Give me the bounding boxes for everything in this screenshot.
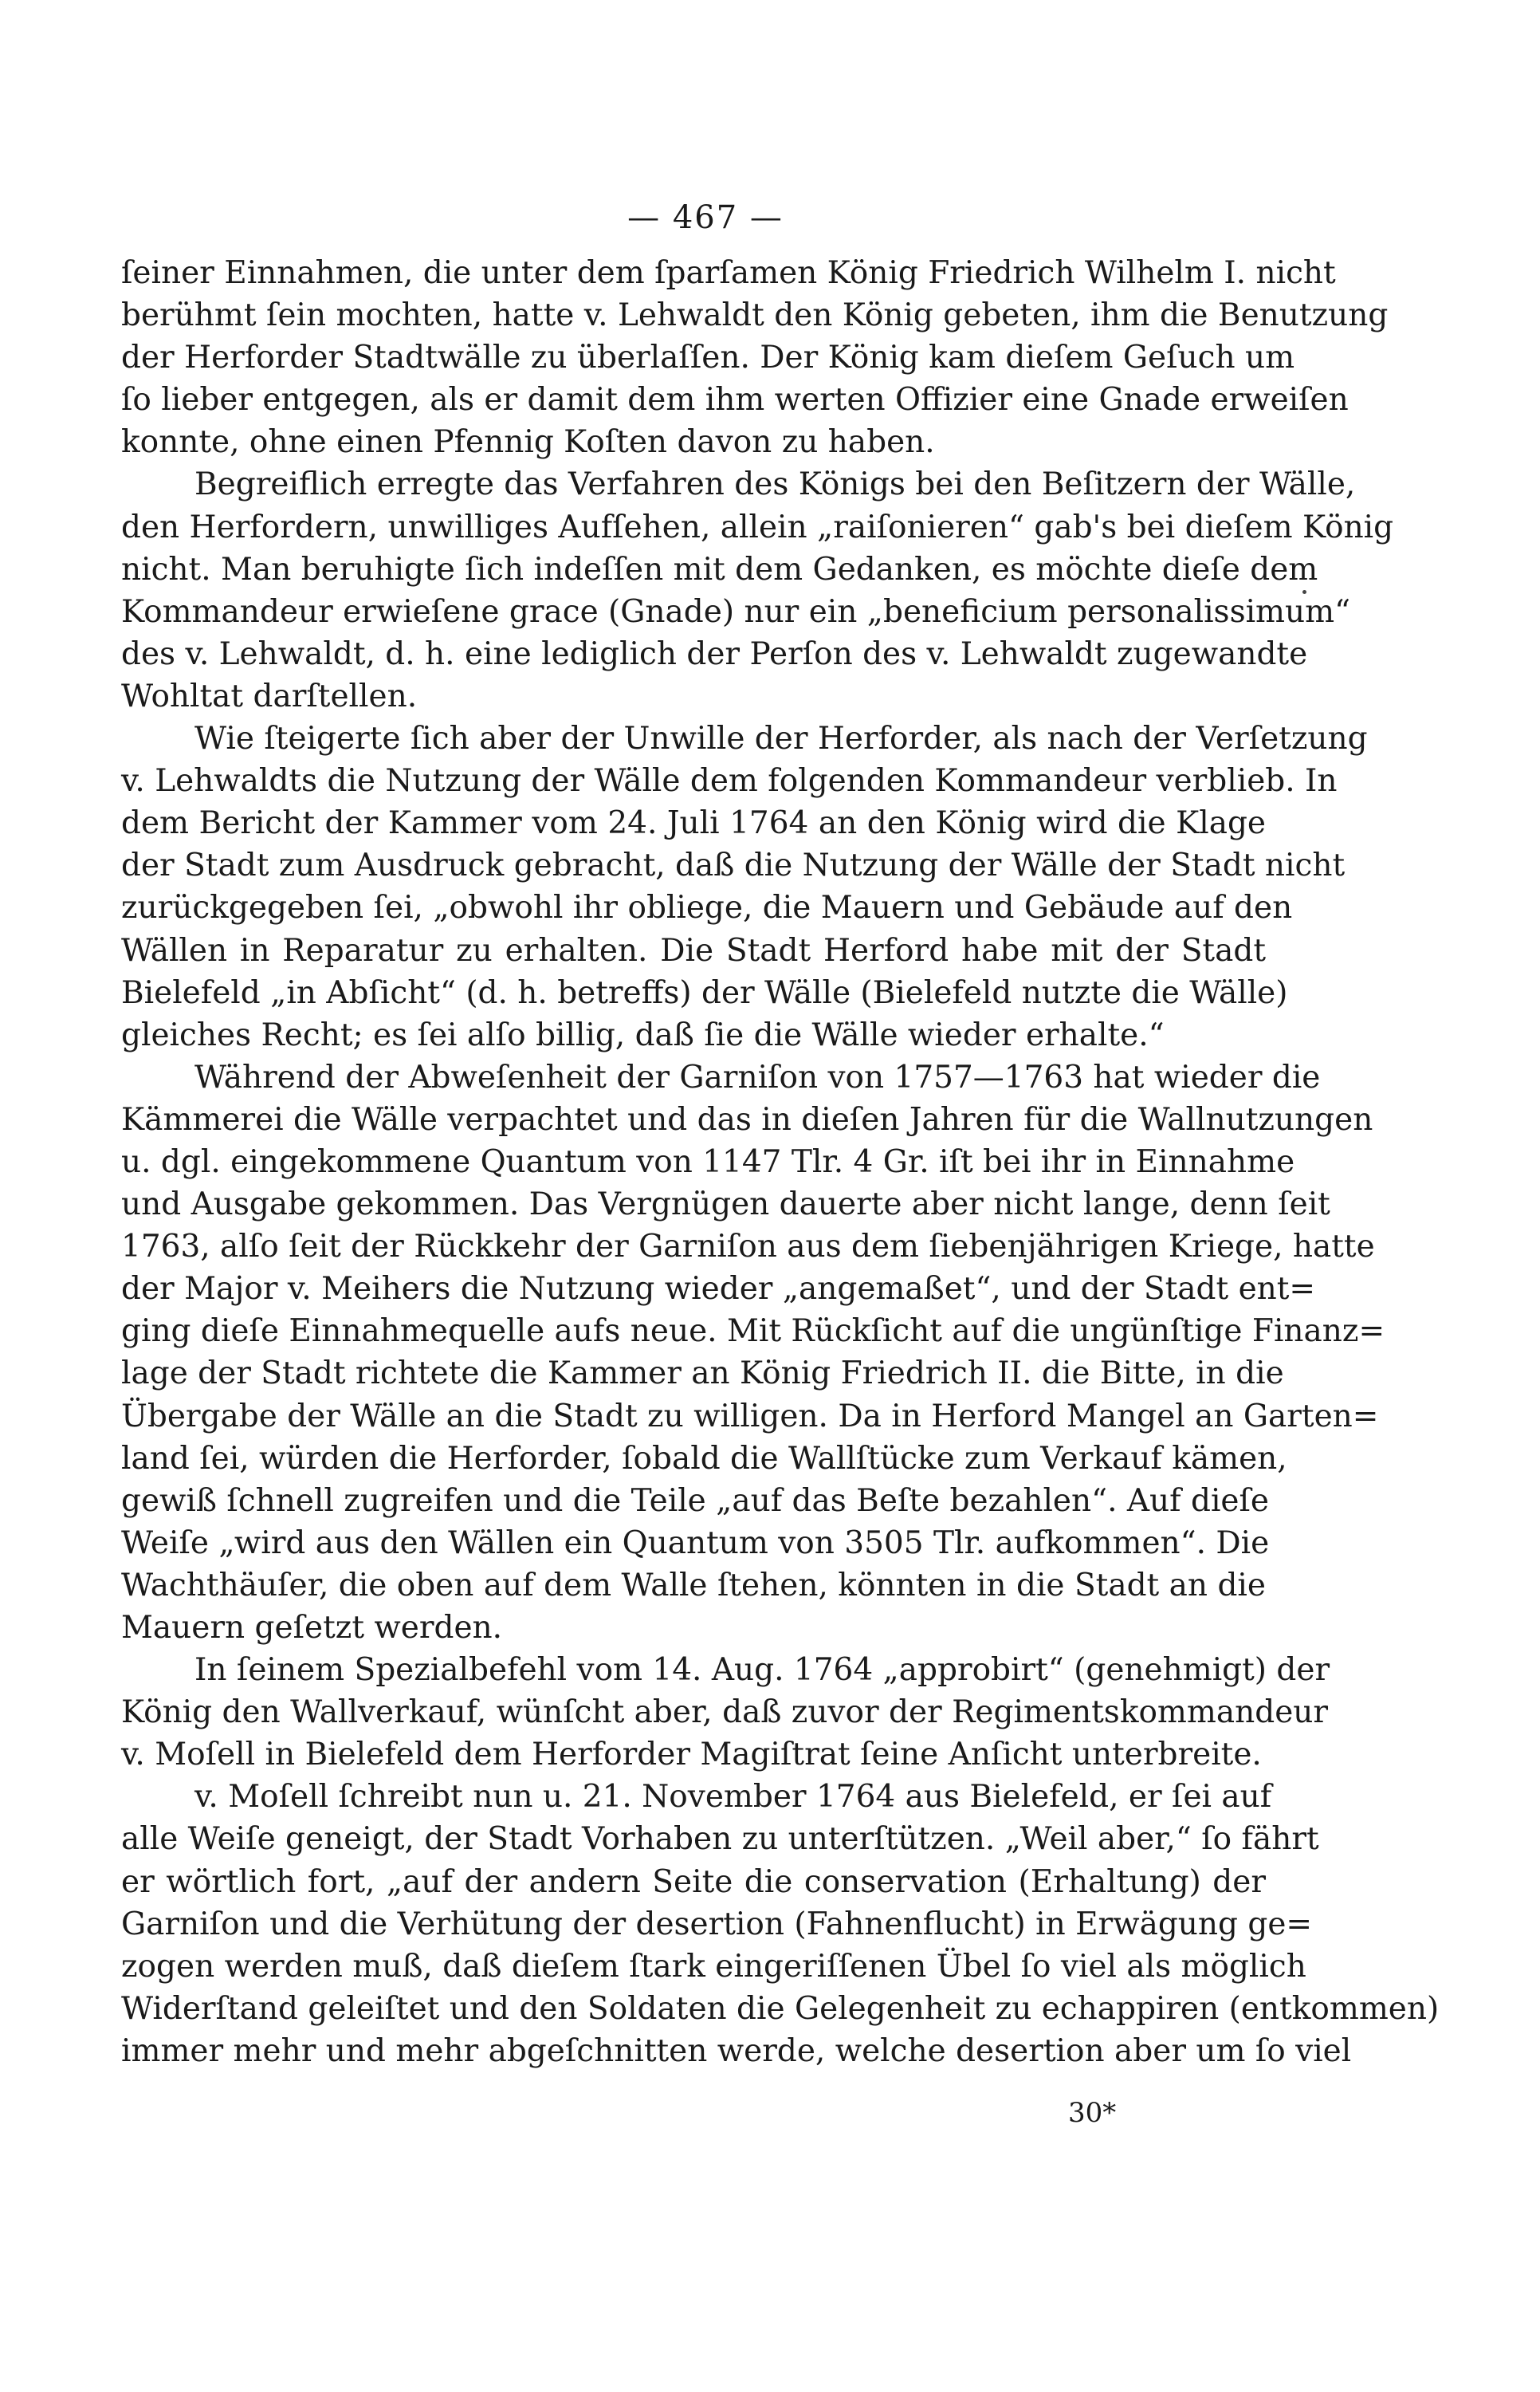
text-line: gewiß ſchnell zugreifen und die Teile „auf das Beſte bezahlen“. Auf dieſe	[121, 1482, 1270, 1519]
text-line: zurückgegeben ſei, „obwohl ihr obliege, die Mauern und Gebäude auf den	[121, 890, 1293, 927]
page-number: — 467 —	[627, 199, 784, 236]
text-line: Weiſe „wird aus den Wällen ein Quantum von 3505 Tlr. aufkommen“. Die	[121, 1525, 1270, 1561]
text-line: nicht. Man beruhigte ſich indeſſen mit dem Gedanken, es möchte dieſe dem	[121, 551, 1318, 588]
text-line: ging dieſe Einnahmequelle aufs neue. Mit Rückſicht auf die ungünſtige Finanz=	[121, 1313, 1385, 1350]
text-line: immer mehr und mehr abgeſchnitten werde, welche desertion aber um ſo viel	[121, 2032, 1352, 2069]
text-line: berühmt ſein mochten, hatte v. Lehwaldt den König gebeten, ihm die Benutzung	[121, 297, 1389, 334]
text-line: der Herforder Stadtwälle zu überlaſſen. Der König kam dieſem Geſuch um	[121, 340, 1295, 376]
body-text	[121, 252, 1440, 2072]
text-line: Wällen in Reparatur zu erhalten. Die Stadt Herford habe mit der Stadt	[121, 932, 1266, 969]
text-line: Wohltat darſtellen.	[121, 678, 418, 714]
text-line: König den Wallverkauf, wünſcht aber, daß zuvor der Regimentskommandeur	[121, 1694, 1329, 1731]
text-line: Kämmerei die Wälle verpachtet und das in dieſen Jahren für die Wallnutzungen	[121, 1101, 1373, 1138]
text-line: Bielefeld „in Abſicht“ (d. h. betreffs) der Wälle (Bielefeld nutzte die Wälle)	[121, 974, 1288, 1011]
text-line: Wachthäuſer, die oben auf dem Walle ſtehen, könnten in die Stadt an die	[121, 1567, 1266, 1603]
text-line: konnte, ohne einen Pfennig Koſten davon zu haben.	[121, 424, 935, 461]
text-line: Garniſon und die Verhütung der desertion (Fahnenflucht) in Erwägung ge=	[121, 1906, 1313, 1942]
text-line: land ſei, würden die Herforder, ſobald die Wallſtücke zum Verkauf kämen,	[121, 1440, 1287, 1477]
signature-mark: 30*	[1068, 2097, 1117, 2129]
text-line: Während der Abweſenheit der Garniſon von 1757—1763 hat wieder die	[194, 1059, 1321, 1096]
text-line: dem Bericht der Kammer vom 24. Juli 1764 an den König wird die Klage	[121, 805, 1266, 842]
text-line: Kommandeur erwieſene grace (Gnade) nur ein „beneficium personalissimum“	[121, 593, 1351, 630]
text-line: u. dgl. eingekommene Quantum von 1147 Tlr. 4 Gr. iſt bei ihr in Einnahme	[121, 1143, 1295, 1180]
text-line: er wörtlich fort, „auf der andern Seite die conservation (Erhaltung) der	[121, 1863, 1266, 1900]
text-line: der Major v. Meihers die Nutzung wieder „angemaßet“, und der Stadt ent=	[121, 1271, 1316, 1308]
text-line: v. Moſell in Bielefeld dem Herforder Magiſtrat ſeine Anſicht unterbreite.	[121, 1737, 1262, 1773]
text-line: v. Lehwaldts die Nutzung der Wälle dem folgenden Kommandeur verblieb. In	[121, 763, 1338, 800]
text-line: Übergabe der Wälle an die Stadt zu willigen. Da in Herford Mangel an Garten=	[121, 1398, 1379, 1434]
text-line: und Ausgabe gekommen. Das Vergnügen dauerte aber nicht lange, denn ſeit	[121, 1186, 1330, 1223]
text-line: des v. Lehwaldt, d. h. eine lediglich der Perſon des v. Lehwaldt zugewandte	[121, 635, 1308, 672]
text-line: Mauern geſetzt werden.	[121, 1610, 503, 1646]
text-line: gleiches Recht; es ſei alſo billig, daß ſie die Wälle wieder erhalte.“	[121, 1017, 1165, 1053]
text-line: ſeiner Einnahmen, die unter dem ſparſamen König Friedrich Wilhelm I. nicht	[121, 255, 1336, 291]
text-line: Widerſtand geleiſtet und den Soldaten die Gelegenheit zu echappiren (entkommen)	[121, 1990, 1440, 2027]
text-line: Begreiflich erregte das Verfahren des Königs bei den Beſitzern der Wälle,	[194, 466, 1356, 503]
text-line: Wie ſteigerte ſich aber der Unwille der Herforder, als nach der Verſetzung	[194, 721, 1368, 757]
text-line: In ſeinem Spezialbefehl vom 14. Aug. 1764 „approbirt“ (genehmigt) der	[194, 1652, 1330, 1689]
text-line: den Herfordern, unwilliges Aufſehen, allein „raiſonieren“ gab's bei dieſem König	[121, 509, 1394, 545]
text-line: der Stadt zum Ausdruck gebracht, daß die Nutzung der Wälle der Stadt nicht	[121, 848, 1346, 884]
text-line: alle Weiſe geneigt, der Stadt Vorhaben zu unterſtützen. „Weil aber,“ ſo fährt	[121, 1821, 1319, 1858]
text-line: ſo lieber entgegen, als er damit dem ihm werten Offizier eine Gnade erweiſen	[121, 382, 1349, 419]
text-line: lage der Stadt richtete die Kammer an König Friedrich II. die Bitte, in die	[121, 1355, 1284, 1392]
text-line: 1763, alſo ſeit der Rückkehr der Garniſon aus dem ſiebenjährigen Kriege, hatte	[121, 1229, 1375, 1265]
text-line: zogen werden muß, daß dieſem ſtark eingeriſſenen Übel ſo viel als möglich	[121, 1948, 1306, 1985]
text-line: v. Moſell ſchreibt nun u. 21. November 1764 aus Bielefeld, er ſei auf	[194, 1779, 1272, 1816]
